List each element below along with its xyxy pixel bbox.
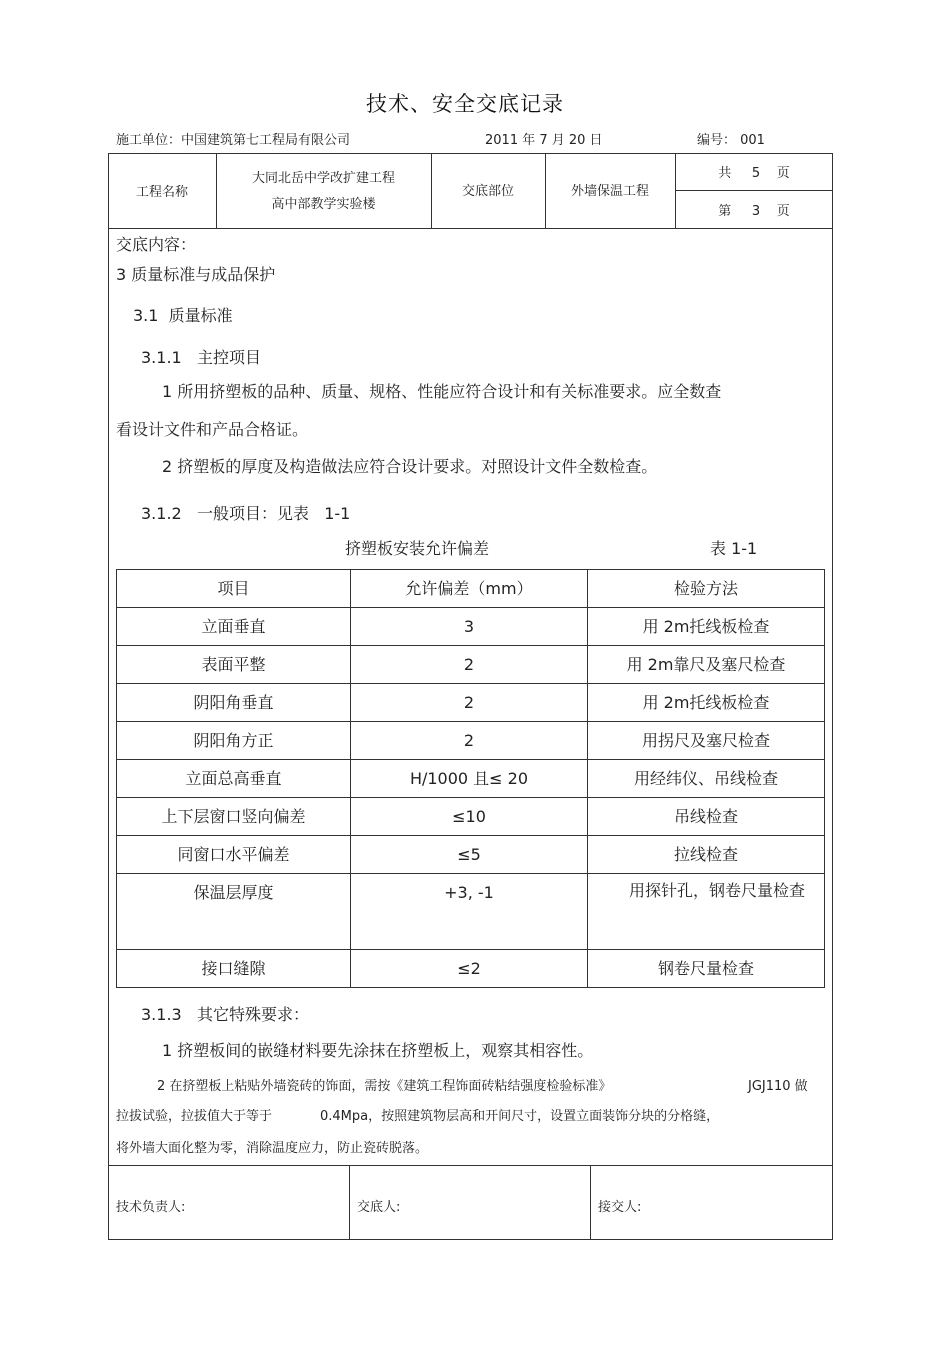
tolerance-cell: ≤2 [351,950,588,988]
tech-lead-signature: 技术负责人: [116,1200,186,1215]
special-requirement-2-line2-cont: 0.4Mpa，按照建筑物层高和开间尺寸，设置立面装饰分块的分格缝， [320,1109,720,1124]
method-cell: 吊线检查 [588,798,825,836]
table-row [117,646,825,684]
item-cell: 保温层厚度 [117,874,351,950]
method-cell: 钢卷尺量检查 [588,950,825,988]
footer-top-line [108,1165,833,1166]
tolerance-cell: ≤5 [351,836,588,874]
item-cell: 立面垂直 [117,608,351,646]
item-cell: 接口缝隙 [117,950,351,988]
project-name-label: 工程名称 [135,185,188,200]
table-row [117,684,825,722]
tolerance-table [116,569,825,988]
document-title: 技术、安全交底记录 [366,92,564,116]
section-3-1-1-heading: 3.1.1 主控项目 [141,348,261,367]
section-3-1-heading: 3.1 质量标准 [133,306,233,325]
table-row [117,836,825,874]
table-row [117,950,825,988]
disclosure-part-value: 外墙保温工程 [570,184,649,199]
column-header: 允许偏差（mm） [351,570,588,608]
page-number: 第 3 页 [718,204,790,219]
main-item-1-line2: 看设计文件和产品合格证。 [116,420,309,439]
tolerance-cell: H/1000 且≤ 20 [351,760,588,798]
receiver-signature: 接交人: [598,1200,642,1215]
special-requirement-2-line1: 2 在挤塑板上粘贴外墙瓷砖的饰面，需按《建筑工程饰面砖粘结强度检验标准》 [157,1079,612,1094]
document-serial: 编号： 001 [697,133,765,148]
special-requirement-2-line2: 拉拔试验，拉拔值大于等于 [116,1109,273,1124]
table-header-row [117,570,825,608]
tolerance-cell: 2 [351,684,588,722]
item-cell: 上下层窗口竖向偏差 [117,798,351,836]
total-pages: 共 5 页 [718,166,790,181]
method-cell: 拉线检查 [588,836,825,874]
header-divider [216,153,217,228]
tolerance-cell: 3 [351,608,588,646]
column-header: 项目 [117,570,351,608]
content-heading: 交底内容： [116,235,197,254]
header-divider [675,190,833,191]
item-cell: 立面总高垂直 [117,760,351,798]
method-cell: 用 2m托线板检查 [588,684,825,722]
item-cell: 阴阳角方正 [117,722,351,760]
tolerance-cell: +3, -1 [351,874,588,950]
table-caption: 挤塑板安装允许偏差 [345,539,490,558]
project-name-line1: 大同北岳中学改扩建工程 [251,171,395,186]
footer-divider [590,1165,591,1240]
footer-divider [349,1165,350,1240]
construction-unit: 施工单位：中国建筑第七工程局有限公司 [116,133,351,148]
item-cell: 阴阳角垂直 [117,684,351,722]
project-name-line2: 高中部教学实验楼 [271,197,376,212]
method-cell: 用 2m靠尺及塞尺检查 [588,646,825,684]
method-cell: 用经纬仪、吊线检查 [588,760,825,798]
table-row [117,722,825,760]
section-3-1-2-heading: 3.1.2 一般项目：见表 1-1 [141,504,351,523]
table-row [117,798,825,836]
tolerance-cell: 2 [351,722,588,760]
table-row [117,608,825,646]
main-item-2: 2 挤塑板的厚度及构造做法应符合设计要求。对照设计文件全数检查。 [162,457,658,476]
method-cell: 用探针孔，钢卷尺量检查 [588,874,825,950]
table-row [117,760,825,798]
column-header: 检验方法 [588,570,825,608]
document-date: 2011 年 7 月 20 日 [485,133,603,148]
special-requirement-2-standard: JGJ110 做 [748,1079,808,1094]
tolerance-cell: 2 [351,646,588,684]
main-item-1-line1: 1 所用挤塑板的品种、质量、规格、性能应符合设计和有关标准要求。应全数查 [162,382,722,401]
item-cell: 同窗口水平偏差 [117,836,351,874]
table-number: 表 1-1 [710,539,758,558]
table-row [117,874,825,950]
method-cell: 用拐尺及塞尺检查 [588,722,825,760]
tolerance-cell: ≤10 [351,798,588,836]
special-requirement-1: 1 挤塑板间的嵌缝材料要先涂抹在挤塑板上，观察其相容性。 [162,1041,594,1060]
method-cell: 用 2m托线板检查 [588,608,825,646]
discloser-signature: 交底人: [357,1200,401,1215]
section-3-1-3-heading: 3.1.3 其它特殊要求： [141,1005,309,1024]
item-cell: 表面平整 [117,646,351,684]
disclosure-part-label: 交底部位 [461,184,514,199]
header-bottom-line [108,228,833,229]
section-3-heading: 3 质量标准与成品保护 [116,265,276,284]
special-requirement-2-line3: 将外墙大面化整为零，消除温度应力，防止瓷砖脱落。 [116,1141,429,1156]
